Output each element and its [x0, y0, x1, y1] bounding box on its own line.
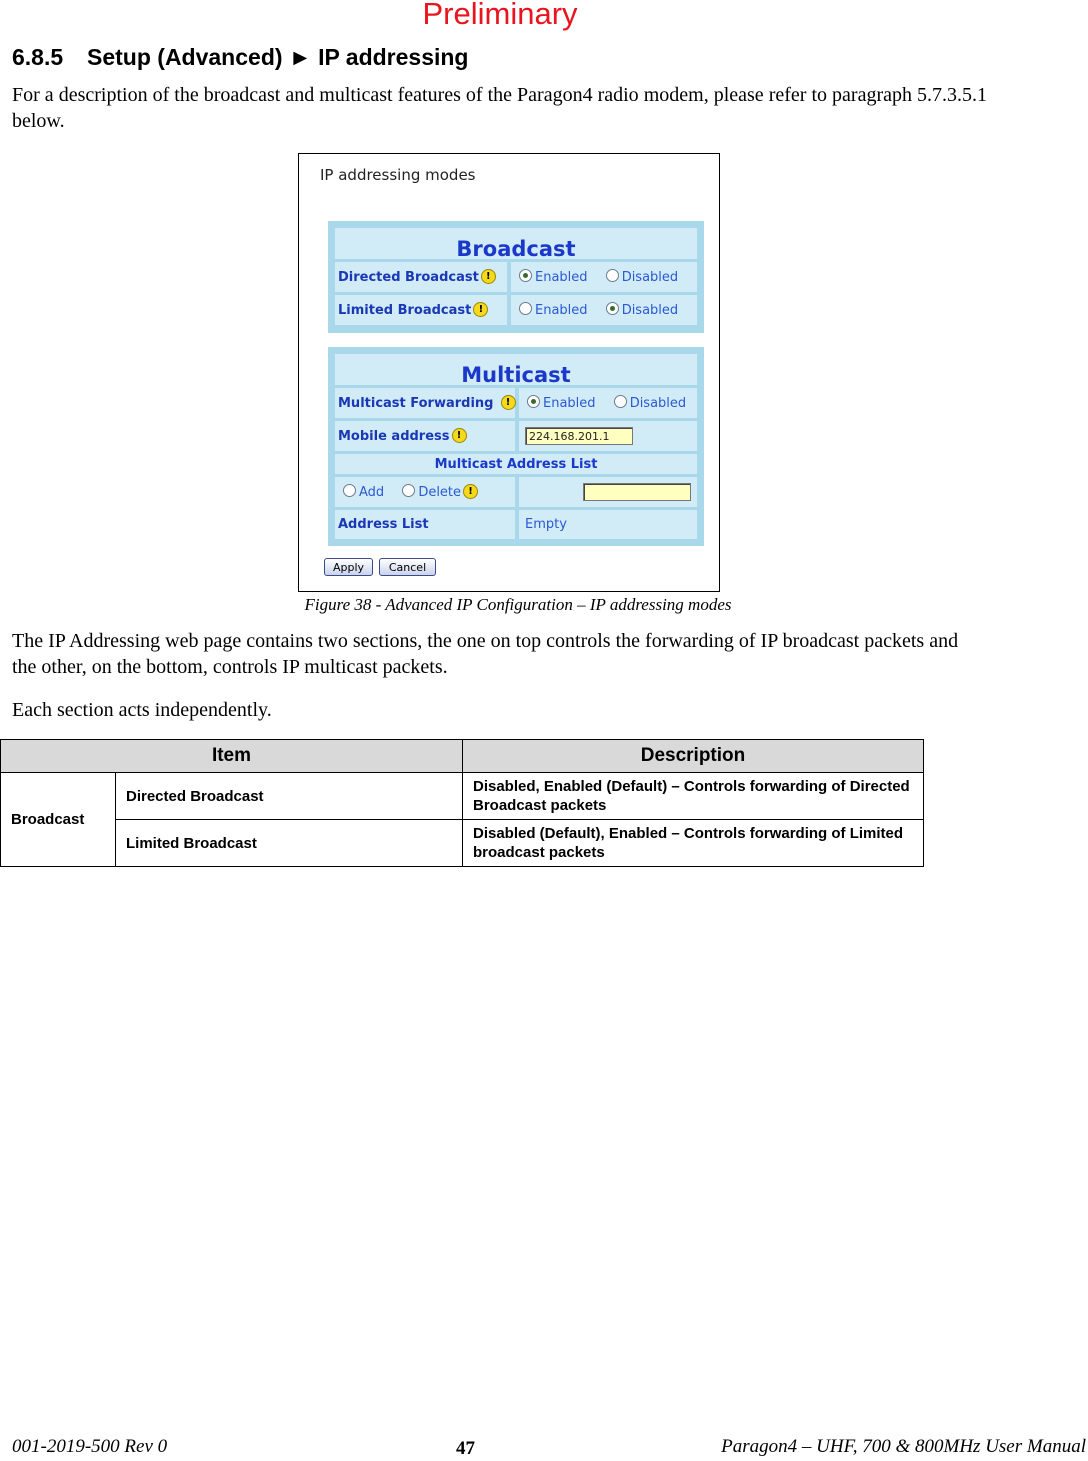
table-row — [1, 820, 924, 867]
table-row — [1, 773, 924, 820]
section-heading — [12, 44, 468, 71]
multicast-enabled-radio[interactable] — [527, 395, 540, 408]
directed-broadcast-label: Directed Broadcast ! — [335, 262, 507, 292]
preliminary-watermark: Preliminary — [422, 0, 578, 31]
intro-paragraph: For a description of the broadcast and multicast features of the Paragon4 radio modem, please refer to paragraph 5.7.3.5.1 below. — [12, 84, 987, 132]
footer-page-number: 47 — [456, 1438, 475, 1459]
warning-icon: ! — [473, 302, 488, 317]
cancel-button[interactable]: Cancel — [379, 558, 436, 576]
apply-button[interactable]: Apply — [324, 558, 373, 576]
footer-doc-number: 001-2019-500 Rev 0 — [12, 1436, 168, 1457]
mobile-address-cell — [519, 421, 697, 451]
broadcast-header: Broadcast — [335, 228, 697, 259]
add-radio[interactable] — [343, 484, 356, 497]
directed-enabled-radio[interactable] — [519, 269, 532, 282]
group-cell: Broadcast — [1, 773, 116, 867]
multicast-address-list-header: Multicast Address List — [335, 454, 697, 474]
warning-icon: ! — [501, 395, 516, 410]
broadcast-panel — [328, 221, 704, 333]
delete-radio[interactable] — [402, 484, 415, 497]
warning-icon: ! — [481, 269, 496, 284]
section-number: 6.8.5 — [12, 44, 64, 70]
address-list-label: Address List — [335, 510, 515, 539]
description-column-header: Description — [463, 740, 924, 773]
new-address-cell — [519, 477, 697, 507]
directed-broadcast-options: Enabled Disabled — [511, 262, 697, 292]
multicast-header: Multicast — [335, 354, 697, 385]
limited-broadcast-label: Limited Broadcast ! — [335, 295, 507, 325]
mobile-address-label: Mobile address ! — [335, 421, 515, 451]
multicast-panel — [328, 347, 704, 546]
new-address-input[interactable] — [583, 483, 691, 501]
limited-broadcast-options: Enabled Disabled — [511, 295, 697, 325]
section-title: Setup (Advanced) ► IP addressing — [87, 44, 469, 70]
directed-disabled-radio[interactable] — [606, 269, 619, 282]
description-cell: Disabled (Default), Enabled – Controls forwarding of Limited broadcast packets — [463, 820, 924, 867]
address-list-value: Empty — [519, 510, 697, 539]
limited-enabled-radio[interactable] — [519, 302, 532, 315]
body-paragraph-2: Each section acts independently. — [12, 699, 272, 721]
warning-icon: ! — [452, 428, 467, 443]
warning-icon: ! — [463, 484, 478, 499]
item-cell: Directed Broadcast — [116, 773, 463, 820]
item-column-header: Item — [1, 740, 463, 773]
table-header-row — [1, 740, 924, 773]
multicast-disabled-radio[interactable] — [614, 395, 627, 408]
add-delete-options: Add Delete ! — [335, 477, 515, 507]
footer-manual-title: Paragon4 – UHF, 700 & 800MHz User Manual — [721, 1436, 1086, 1457]
description-table — [0, 739, 924, 867]
multicast-forwarding-options: Enabled Disabled — [519, 388, 697, 418]
figure-caption: Figure 38 - Advanced IP Configuration – IP addressing modes — [304, 595, 732, 614]
multicast-forwarding-label: Multicast Forwarding ! — [335, 388, 515, 418]
description-cell: Disabled, Enabled (Default) – Controls forwarding of Directed Broadcast packets — [463, 773, 924, 820]
mobile-address-input[interactable]: 224.168.201.1 — [525, 427, 633, 445]
limited-disabled-radio[interactable] — [606, 302, 619, 315]
ip-addressing-screenshot — [298, 153, 720, 592]
screenshot-title: IP addressing modes — [320, 166, 476, 184]
item-cell: Limited Broadcast — [116, 820, 463, 867]
body-paragraph-1: The IP Addressing web page contains two sections, the one on top controls the forwarding of IP broadcast packets and the other, on the bottom, controls IP multicast packets. — [12, 630, 959, 678]
